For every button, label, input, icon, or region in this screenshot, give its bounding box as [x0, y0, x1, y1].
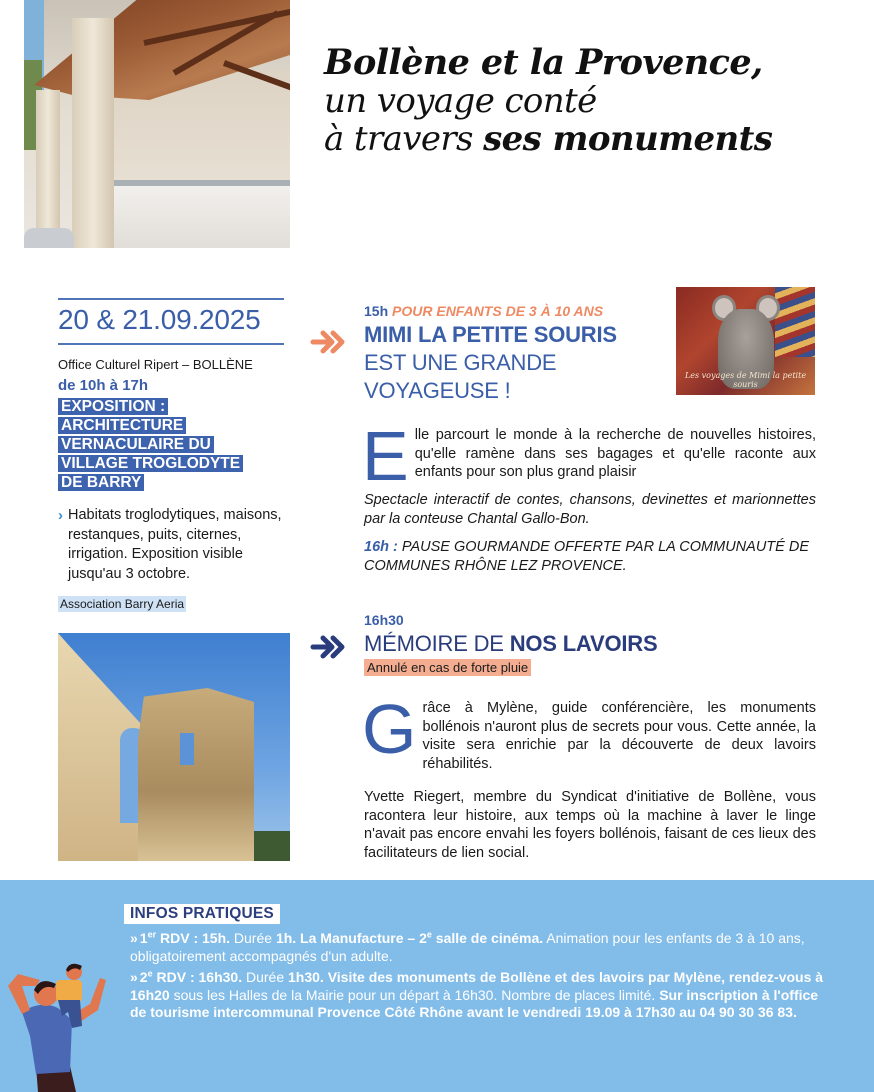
- event-time-value: 15h: [364, 303, 389, 319]
- rdv-ordinal: e: [426, 929, 432, 940]
- rdv-number: 2: [139, 969, 148, 985]
- rdv-2: [130, 969, 830, 1022]
- exhibition-title-line: ARCHITECTURE: [58, 417, 186, 434]
- pause-time: 16h :: [364, 539, 398, 555]
- exhibition-block: [58, 298, 284, 612]
- title-line-3-prefix: à travers: [324, 119, 484, 159]
- event-date: 20 & 21.09.2025: [58, 304, 261, 335]
- exhibition-title: [58, 397, 284, 492]
- association-label: Association Barry Aeria: [60, 597, 185, 611]
- event-lavoirs-body: Yvette Riegert, membre du Syndicat d'initiative de Bollène, vous racontera leur histoire, aux temps où la machine à laver le linge n'avait pas encore envahi les foyers bollénois, faisant de ces lieux des facilitateurs de lien social.: [364, 789, 816, 861]
- rdv-label: RDV : 16h30.: [152, 969, 243, 985]
- chevron-right-icon: ›: [58, 507, 63, 524]
- rdv-bold-text: 1h. La Manufacture – 2: [275, 930, 427, 946]
- rdv-1: [130, 930, 830, 965]
- rdv-label: RDV : 15h.: [156, 930, 231, 946]
- dropcap: G: [362, 690, 417, 768]
- title-line-3-bold: ses monuments: [483, 119, 773, 159]
- event-title-regular: MÉMOIRE DE: [364, 631, 510, 656]
- rdv-number: 1: [139, 930, 148, 946]
- rdv-bold-text: salle de cinéma.: [431, 930, 544, 946]
- event-title-bold: NOS LAVOIRS: [509, 631, 658, 656]
- photo-caption: Les voyages de Mimi la petite souris: [684, 371, 807, 389]
- double-chevron-right-icon: [310, 634, 346, 660]
- exhibition-description-text: Habitats troglodytiques, maisons, restanques, puits, citernes, irrigation. Exposition visible jusqu'au 3 octobre.: [68, 507, 282, 582]
- exhibition-title-line: DE BARRY: [58, 474, 144, 491]
- event-lavoirs: [364, 612, 784, 677]
- event-lavoirs-intro: [362, 690, 816, 773]
- event-subtitle-line: EST UNE GRANDE: [364, 350, 557, 375]
- infos-pratiques-section: [0, 880, 874, 1092]
- event-title: MIMI LA PETITE SOURIS: [364, 322, 617, 347]
- title-line-3: [324, 120, 864, 158]
- exhibition-hours: de 10h à 17h: [58, 377, 149, 394]
- rdv-ordinal: er: [147, 929, 157, 940]
- rdv-bold-text: 1h30. Visite des monuments de Bollène et des lavoirs par Mylène, rendez-vous à 16h20: [130, 969, 824, 1003]
- father-child-illustration: [0, 916, 120, 1092]
- pause-text: PAUSE GOURMANDE OFFERTE PAR LA COMMUNAUTÉ DE COMMUNES RHÔNE LEZ PROVENCE.: [364, 539, 809, 574]
- mimi-mouse-photo: [676, 287, 815, 395]
- event-subtitle-line: VOYAGEUSE !: [364, 378, 511, 403]
- rdv-text: sous les Halles de la Mairie pour un départ à 16h30. Nombre de places limité.: [169, 986, 660, 1003]
- double-chevron-right-icon: [310, 329, 346, 355]
- ruin-photo: [58, 633, 290, 861]
- venue: Office Culturel Ripert – BOLLÈNE: [58, 357, 253, 372]
- event-time: 16h30: [364, 612, 404, 628]
- double-chevron-right-icon: »: [130, 969, 135, 985]
- lavoir-photo: [24, 0, 290, 248]
- dropcap: E: [362, 417, 409, 495]
- event-mimi-intro-text: lle parcourt le monde à la recherche de nouvelles histoires, qu'elle ramène dans ses bagages et qu'elle raconte aux enfants pour son plus grand plaisir: [414, 427, 816, 480]
- page-title: [324, 44, 864, 158]
- exhibition-title-line: VILLAGE TROGLODYTE: [58, 455, 243, 472]
- rdv-registration: Sur inscription à l'office de tourisme intercommunal Provence Côté Rhône avant le vendredi 19.09 à 17h30 au 04 90 30 36 83.: [130, 986, 819, 1020]
- rdv-text: Durée: [230, 930, 276, 946]
- rdv-ordinal: e: [147, 968, 153, 979]
- double-chevron-right-icon: »: [130, 930, 135, 946]
- date-block: [58, 298, 284, 345]
- event-time: [364, 303, 664, 319]
- rdv-text: Animation pour les enfants de 3 à 10 ans, obligatoirement accompagnés d'un adulte.: [130, 930, 805, 964]
- event-audience: POUR ENFANTS DE 3 À 10 ANS: [392, 303, 604, 319]
- rdv-text: Durée: [242, 969, 289, 985]
- event-mimi: [364, 303, 664, 405]
- infos-title: INFOS PRATIQUES: [124, 904, 280, 924]
- event-lavoirs-intro-text: râce à Mylène, guide conférencière, les monuments bollénois n'auront plus de secrets pour vous. Cette année, la visite sera enrichie par la découverte de deux lavoirs réhabilités.: [422, 700, 816, 772]
- exhibition-title-line: EXPOSITION :: [58, 398, 168, 415]
- title-line-2: un voyage conté: [324, 81, 597, 121]
- event-title: [364, 630, 784, 658]
- event-mimi-pause: [364, 538, 816, 575]
- exhibition-title-line: VERNACULAIRE DU: [58, 436, 214, 453]
- title-line-1: Bollène et la Provence,: [324, 42, 763, 83]
- infos-text: [130, 930, 830, 1026]
- event-mimi-intro: [362, 417, 816, 495]
- exhibition-description: [58, 506, 284, 584]
- event-mimi-spectacle: Spectacle interactif de contes, chansons, devinettes et marionnettes par la conteuse Chantal Gallo-Bon.: [364, 492, 816, 527]
- cancel-notice: Annulé en cas de forte pluie: [364, 659, 531, 676]
